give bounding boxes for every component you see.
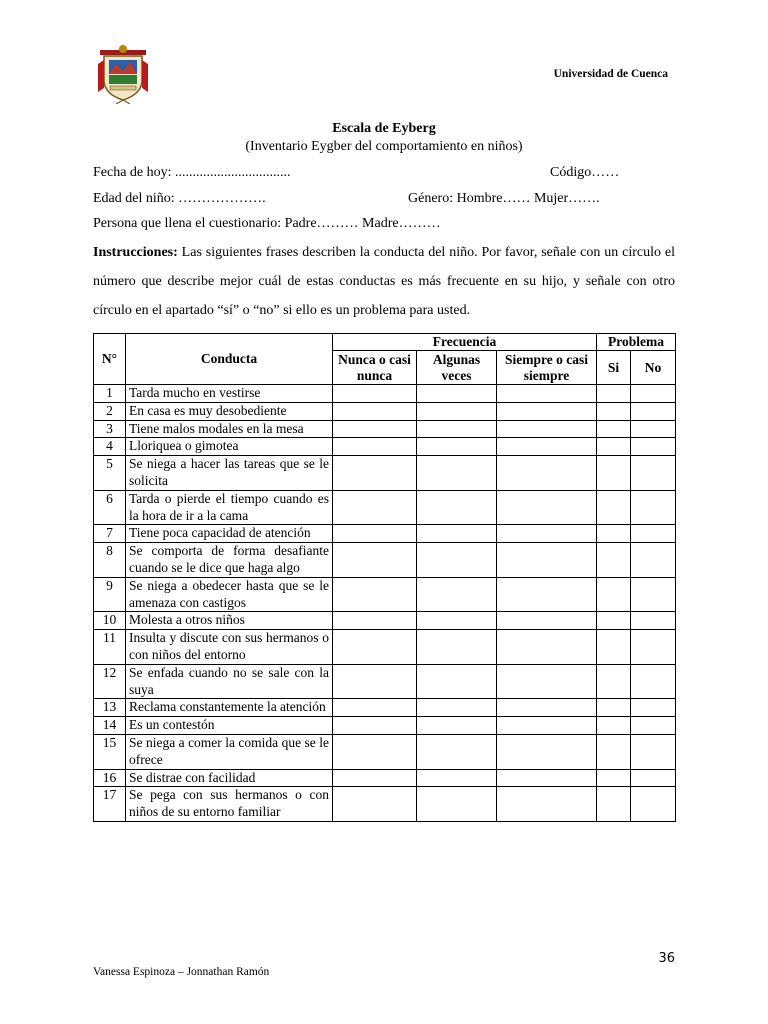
row-number: 1 [94,385,126,403]
document-title: Escala de Eyberg [332,121,436,136]
no-cell[interactable] [631,664,676,699]
no-cell[interactable] [631,787,676,822]
row-conducta: Tiene poca capacidad de atención [126,525,333,543]
si-cell[interactable] [597,385,631,403]
instructions [93,238,675,325]
siempre-cell[interactable] [497,664,597,699]
nunca-cell[interactable] [333,612,417,630]
table-row [94,787,676,822]
table-row [94,630,676,665]
nunca-cell[interactable] [333,734,417,769]
row-conducta: Lloriquea o gimotea [126,438,333,456]
si-cell[interactable] [597,612,631,630]
no-cell[interactable] [631,385,676,403]
no-cell[interactable] [631,612,676,630]
table-row [94,717,676,735]
nunca-cell[interactable] [333,699,417,717]
row-number: 3 [94,420,126,438]
si-cell[interactable] [597,699,631,717]
table-row [94,612,676,630]
row-conducta: Se distrae con facilidad [126,769,333,787]
si-cell[interactable] [597,402,631,420]
si-cell[interactable] [597,490,631,525]
table-row [94,577,676,612]
header-problema: Problema [597,334,676,351]
siempre-cell[interactable] [497,630,597,665]
algunas-cell[interactable] [417,385,497,403]
row-number: 17 [94,787,126,822]
si-cell[interactable] [597,734,631,769]
si-cell[interactable] [597,787,631,822]
algunas-cell[interactable] [417,402,497,420]
row-conducta: Reclama constantemente la atención [126,699,333,717]
nunca-cell[interactable] [333,525,417,543]
siempre-cell[interactable] [497,525,597,543]
row-number: 2 [94,402,126,420]
row-number: 5 [94,456,126,491]
nunca-cell[interactable] [333,787,417,822]
nunca-cell[interactable] [333,664,417,699]
no-cell[interactable] [631,699,676,717]
no-cell[interactable] [631,402,676,420]
table-row [94,664,676,699]
no-cell[interactable] [631,769,676,787]
no-cell[interactable] [631,525,676,543]
si-cell[interactable] [597,664,631,699]
nunca-cell[interactable] [333,769,417,787]
siempre-cell[interactable] [497,734,597,769]
row-number: 11 [94,630,126,665]
algunas-cell[interactable] [417,787,497,822]
siempre-cell[interactable] [497,717,597,735]
algunas-cell[interactable] [417,490,497,525]
row-conducta: Tiene malos modales en la mesa [126,420,333,438]
si-cell[interactable] [597,630,631,665]
siempre-cell[interactable] [497,699,597,717]
row-number: 8 [94,543,126,578]
algunas-cell[interactable] [417,438,497,456]
header-conducta: Conducta [126,334,333,385]
algunas-cell[interactable] [417,456,497,491]
table-row [94,525,676,543]
nunca-cell[interactable] [333,490,417,525]
siempre-cell[interactable] [497,577,597,612]
si-cell[interactable] [597,717,631,735]
row-conducta: Tarda o pierde el tiempo cuando es la hora de ir a la cama [126,490,333,525]
si-cell[interactable] [597,543,631,578]
algunas-cell[interactable] [417,420,497,438]
footer-authors: Vanessa Espinoza – Jonnathan Ramón [93,966,270,978]
si-cell[interactable] [597,438,631,456]
algunas-cell[interactable] [417,612,497,630]
row-conducta: Molesta a otros niños [126,612,333,630]
nunca-cell[interactable] [333,577,417,612]
no-cell[interactable] [631,456,676,491]
table-row [94,402,676,420]
row-number: 12 [94,664,126,699]
eyberg-table [93,333,676,822]
algunas-cell[interactable] [417,717,497,735]
nunca-cell[interactable] [333,717,417,735]
header-nunca: Nunca o casi nunca [333,351,417,385]
row-number: 7 [94,525,126,543]
siempre-cell[interactable] [497,612,597,630]
university-crest-icon [96,44,150,104]
algunas-cell[interactable] [417,734,497,769]
algunas-cell[interactable] [417,630,497,665]
siempre-cell[interactable] [497,490,597,525]
siempre-cell[interactable] [497,769,597,787]
nunca-cell[interactable] [333,420,417,438]
table-row [94,543,676,578]
nunca-cell[interactable] [333,402,417,420]
row-number: 9 [94,577,126,612]
siempre-cell[interactable] [497,543,597,578]
row-conducta: Insulta y discute con sus hermanos o con niños del entorno [126,630,333,665]
row-number: 6 [94,490,126,525]
row-conducta: Se comporta de forma desafiante cuando se le dice que haga algo [126,543,333,578]
row-conducta: Tarda mucho en vestirse [126,385,333,403]
table-row [94,385,676,403]
row-number: 15 [94,734,126,769]
row-conducta: Se niega a comer la comida que se le ofrece [126,734,333,769]
algunas-cell[interactable] [417,769,497,787]
siempre-cell[interactable] [497,456,597,491]
header-num: N° [94,334,126,385]
header-si: Si [597,351,631,385]
no-cell[interactable] [631,717,676,735]
row-number: 4 [94,438,126,456]
siempre-cell[interactable] [497,787,597,822]
university-name: Universidad de Cuenca [553,68,668,80]
table-row [94,734,676,769]
table-row [94,699,676,717]
no-cell[interactable] [631,543,676,578]
no-cell[interactable] [631,420,676,438]
siempre-cell[interactable] [497,402,597,420]
table-row [94,490,676,525]
row-conducta: Se niega a hacer las tareas que se le solicita [126,456,333,491]
instructions-text: Las siguientes frases describen la conducta del niño. Por favor, señale con un círculo el número que describe mejor cuál de estas conductas es más frecuente en su hijo, y señale con otro círculo en el apartado “sí” o “no” si ello es un problema para usted. [93,245,675,318]
si-cell[interactable] [597,769,631,787]
no-cell[interactable] [631,577,676,612]
table-row [94,438,676,456]
row-number: 14 [94,717,126,735]
codigo-field: Código…… [550,165,620,180]
siempre-cell[interactable] [497,385,597,403]
si-cell[interactable] [597,577,631,612]
no-cell[interactable] [631,438,676,456]
row-number: 16 [94,769,126,787]
nunca-cell[interactable] [333,630,417,665]
table-row [94,769,676,787]
fecha-field: Fecha de hoy: ................................. [93,165,291,180]
no-cell[interactable] [631,630,676,665]
si-cell[interactable] [597,420,631,438]
header-siempre: Siempre o casi siempre [497,351,597,385]
no-cell[interactable] [631,490,676,525]
algunas-cell[interactable] [417,577,497,612]
si-cell[interactable] [597,525,631,543]
row-conducta: Se niega a obedecer hasta que se le amenaza con castigos [126,577,333,612]
row-number: 10 [94,612,126,630]
nunca-cell[interactable] [333,456,417,491]
no-cell[interactable] [631,734,676,769]
row-number: 13 [94,699,126,717]
header-algunas: Algunas veces [417,351,497,385]
algunas-cell[interactable] [417,543,497,578]
nunca-cell[interactable] [333,438,417,456]
row-conducta: En casa es muy desobediente [126,402,333,420]
nunca-cell[interactable] [333,385,417,403]
row-conducta: Es un contestón [126,717,333,735]
document-subtitle: (Inventario Eygber del comportamiento en niños) [245,139,523,154]
row-conducta: Se pega con sus hermanos o con niños de su entorno familiar [126,787,333,822]
algunas-cell[interactable] [417,525,497,543]
table-row [94,420,676,438]
header-no: No [631,351,676,385]
header-frecuencia: Frecuencia [333,334,597,351]
table-row [94,456,676,491]
persona-field: Persona que llena el cuestionario: Padre……… Madre……… [93,216,441,231]
row-conducta: Se enfada cuando no se sale con la suya [126,664,333,699]
nunca-cell[interactable] [333,543,417,578]
si-cell[interactable] [597,456,631,491]
siempre-cell[interactable] [497,438,597,456]
algunas-cell[interactable] [417,664,497,699]
algunas-cell[interactable] [417,699,497,717]
genero-field: Género: Hombre…… Mujer……. [408,191,600,206]
edad-field: Edad del niño: ………………. [93,191,266,206]
page-number: 36 [658,951,675,966]
instructions-label: Instrucciones: [93,245,178,260]
siempre-cell[interactable] [497,420,597,438]
